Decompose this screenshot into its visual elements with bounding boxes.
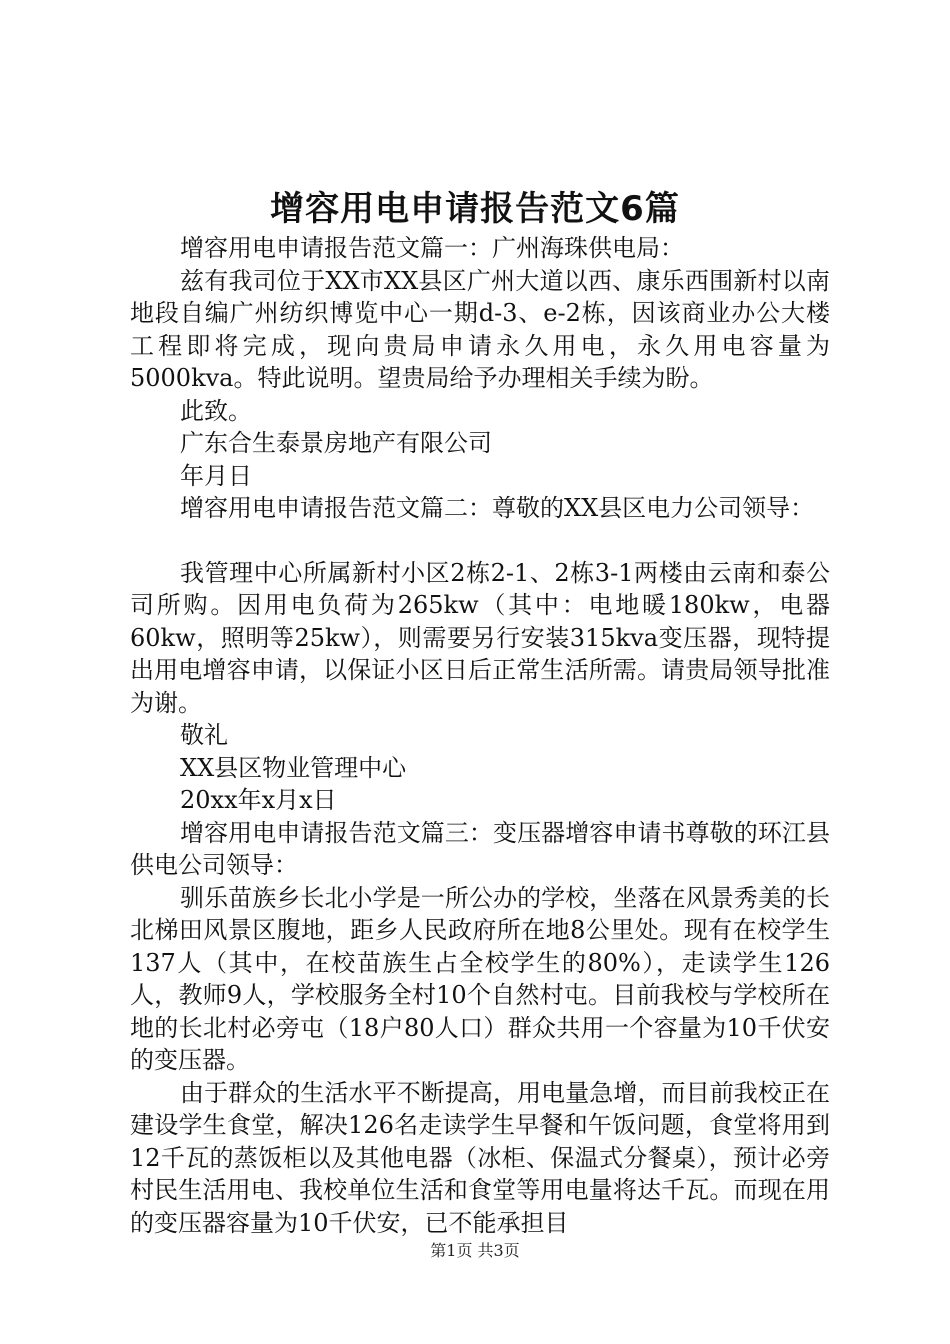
paragraph-2: 我管理中心所属新村小区2栋2-1、2栋3-1两楼由云南和泰公司所购。因用电负荷为265kw（其中：电地暖180kw，电器60kw，照明等25kw），则需要另行安装315kva变压器，现特提出用电增容申请，以保证小区日后正常生活所需。请贵局领导批准为谢。	[130, 558, 830, 717]
section-heading-1: 增容用电申请报告范文篇一：广州海珠供电局：	[180, 234, 684, 262]
closing-salutation-1: 此致。	[180, 396, 252, 425]
closing-salutation-2: 敬礼	[180, 721, 228, 749]
paragraph-3: 驯乐苗族乡长北小学是一所公办的学校，坐落在风景秀美的长北梯田风景区腹地，距乡人民政府所在地8公里处。现有在校学生137人（其中，在校苗族生占全校学生的80%），走读学生126人，教师9人，学校服务全村10个自然村屯。目前我校与学校所在地的长北村必旁屯（18户80人口）群众共用一个容量为10千伏安的变压器。	[130, 883, 830, 1074]
document-title: 增容用电申请报告范文6篇	[270, 189, 680, 229]
blank-line	[130, 525, 830, 557]
paragraph-1: 兹有我司位于XX市XX县区广州大道以西、康乐西围新村以南地段自编广州纺织博览中心一期d-3、e-2栋，因该商业办公大楼工程即将完成，现向贵局申请永久用电，永久用电容量为5000kva。特此说明。望贵局给予办理相关手续为盼。	[130, 266, 830, 392]
signature-date-2: 20xx年x月x日	[180, 786, 337, 814]
signature-organization: XX县区物业管理中心	[180, 753, 407, 782]
section-heading-2: 增容用电申请报告范文篇二：尊敬的XX县区电力公司领导：	[180, 494, 815, 522]
signature-date-1: 年月日	[180, 461, 252, 490]
document-body	[130, 232, 830, 1239]
paragraph-4: 由于群众的生活水平不断提高，用电量急增，而目前我校正在建设学生食堂，解决126名走读学生早餐和午饭问题，食堂将用到12千瓦的蒸饭柜以及其他电器（冰柜、保温式分餐桌），预计必旁村民生活用电、我校单位生活和食堂等用电量将达千瓦。而现在用的变压器容量为10千伏安，已不能承担目	[130, 1078, 830, 1237]
section-heading-3: 增容用电申请报告范文篇三：变压器增容申请书尊敬的环江县供电公司领导：	[130, 818, 830, 879]
signature-company: 广东合生泰景房地产有限公司	[180, 429, 492, 457]
page-number: 第1页 共3页	[430, 1241, 520, 1260]
